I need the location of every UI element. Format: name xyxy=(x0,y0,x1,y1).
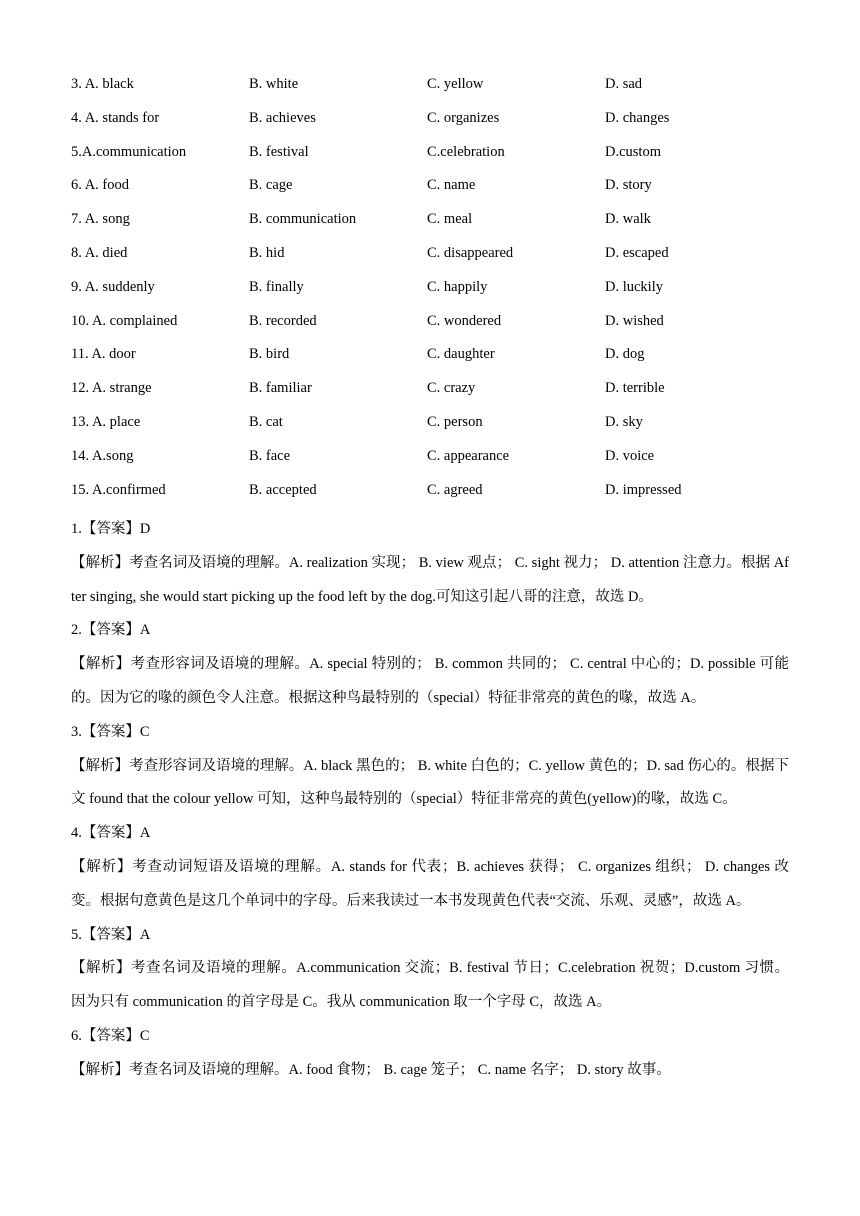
option-b: B. finally xyxy=(249,278,304,295)
option-c: C. yellow xyxy=(427,76,484,92)
option-d: D. sad xyxy=(605,76,643,92)
option-b: B. achieves xyxy=(249,109,316,126)
option-c: C. organizes xyxy=(427,109,500,126)
option-b: B. communication xyxy=(249,211,357,228)
option-a: 9. A. suddenly xyxy=(71,278,155,295)
option-row xyxy=(71,378,791,412)
option-b: B. cat xyxy=(249,413,283,430)
answer-explanation: 【解析】考查名词及语境的理解。A. food 食物； B. cage 笼子； C. name 名字； D. story 故事。 xyxy=(71,1061,671,1078)
option-b: B. cage xyxy=(249,177,293,194)
option-c: C. name xyxy=(427,177,476,194)
answer-explanation: 【解析】考查动词短语及语境的理解。A. stands for 代表；B. achieves 获得； C. organizes 组织； D. changes 改变。根据句意黄色是这几个单词中的字母。后来我读过一本书发现黄色代表“交流、乐观、灵感”，故选 A。 xyxy=(71,858,789,909)
option-a: 6. A. food xyxy=(71,177,129,194)
option-c: C. agreed xyxy=(427,481,483,498)
answer-key: 2.【答案】A xyxy=(71,622,151,639)
option-row xyxy=(71,277,791,311)
option-b: B. face xyxy=(249,447,291,464)
option-a: 4. A. stands for xyxy=(71,109,160,126)
answer-section xyxy=(71,513,789,1088)
option-b: B. festival xyxy=(249,143,309,160)
option-b: B. accepted xyxy=(249,481,317,498)
option-c: C. wondered xyxy=(427,312,502,329)
option-row xyxy=(71,412,791,446)
options-table xyxy=(71,74,791,513)
option-row xyxy=(71,142,791,176)
answer-explanation: 【解析】考查形容词及语境的理解。A. black 黑色的； B. white 白色的；C. yellow 黄色的；D. sad 伤心的。根据下文 found that the colour yellow 可知，这种鸟最特别的（special）特征非常亮的黄色(yellow)的喙，故选 C。 xyxy=(71,757,789,808)
option-a: 10. A. complained xyxy=(71,312,178,329)
option-row xyxy=(71,74,791,108)
option-d: D.custom xyxy=(605,143,661,160)
option-d: D. voice xyxy=(605,447,655,464)
option-row xyxy=(71,209,791,243)
option-a: 3. A. black xyxy=(71,76,134,92)
answer-key: 3.【答案】C xyxy=(71,723,150,740)
option-c: C. disappeared xyxy=(427,244,514,261)
option-d: D. story xyxy=(605,177,652,194)
option-row xyxy=(71,108,791,142)
option-a: 15. A.confirmed xyxy=(71,481,166,498)
option-d: D. walk xyxy=(605,211,651,228)
option-c: C. appearance xyxy=(427,447,510,464)
option-a: 14. A.song xyxy=(71,447,134,464)
option-d: D. changes xyxy=(605,109,670,126)
option-d: D. terrible xyxy=(605,380,665,397)
option-c: C. daughter xyxy=(427,346,495,363)
answer-key: 4.【答案】A xyxy=(71,825,151,842)
option-a: 13. A. place xyxy=(71,413,141,430)
answer-key: 5.【答案】A xyxy=(71,926,151,943)
option-c: C.celebration xyxy=(427,143,505,160)
option-a: 11. A. door xyxy=(71,346,136,363)
answer-explanation: 【解析】考查形容词及语境的理解。A. special 特别的； B. common 共同的； C. central 中心的；D. possible 可能的。因为它的喙的颜色令人注意。根据这种鸟最特别的（special）特征非常亮的黄色的喙，故选 A。 xyxy=(71,656,789,706)
option-d: D. wished xyxy=(605,312,664,329)
option-a: 12. A. strange xyxy=(71,380,152,397)
option-a: 5.A.communication xyxy=(71,143,187,160)
answer-key: 6.【答案】C xyxy=(71,1027,150,1044)
option-b: B. hid xyxy=(249,244,285,261)
option-d: D. dog xyxy=(605,346,645,363)
option-c: C. happily xyxy=(427,278,488,295)
option-b: B. bird xyxy=(249,346,290,363)
option-a: 8. A. died xyxy=(71,244,128,261)
option-b: B. recorded xyxy=(249,312,317,329)
option-row xyxy=(71,446,791,480)
option-row xyxy=(71,311,791,345)
option-row xyxy=(71,243,791,277)
option-c: C. meal xyxy=(427,211,473,228)
option-b: B. white xyxy=(249,76,299,92)
option-row xyxy=(71,344,791,378)
answer-explanation: 【解析】考查名词及语境的理解。A. realization 实现； B. view 观点； C. sight 视力； D. attention 注意力。根据 After singing, she would start picking up the food left by the dog.可知这引起八哥的注意，故选 D。 xyxy=(71,554,789,605)
option-row xyxy=(71,480,791,514)
option-c: C. person xyxy=(427,413,483,430)
option-d: D. escaped xyxy=(605,244,669,261)
option-row xyxy=(71,175,791,209)
option-d: D. sky xyxy=(605,413,643,430)
option-c: C. crazy xyxy=(427,380,476,397)
answer-explanation: 【解析】考查名词及语境的理解。A.communication 交流；B. festival 节日；C.celebration 祝贺；D.custom 习惯。因为只有 communication 的首字母是 C。我从 communication 取一个字母 C，故选 A。 xyxy=(71,960,789,1011)
option-d: D. luckily xyxy=(605,278,663,295)
option-a: 7. A. song xyxy=(71,211,130,228)
option-d: D. impressed xyxy=(605,481,682,498)
option-b: B. familiar xyxy=(249,380,312,397)
answer-key: 1.【答案】D xyxy=(71,521,151,537)
